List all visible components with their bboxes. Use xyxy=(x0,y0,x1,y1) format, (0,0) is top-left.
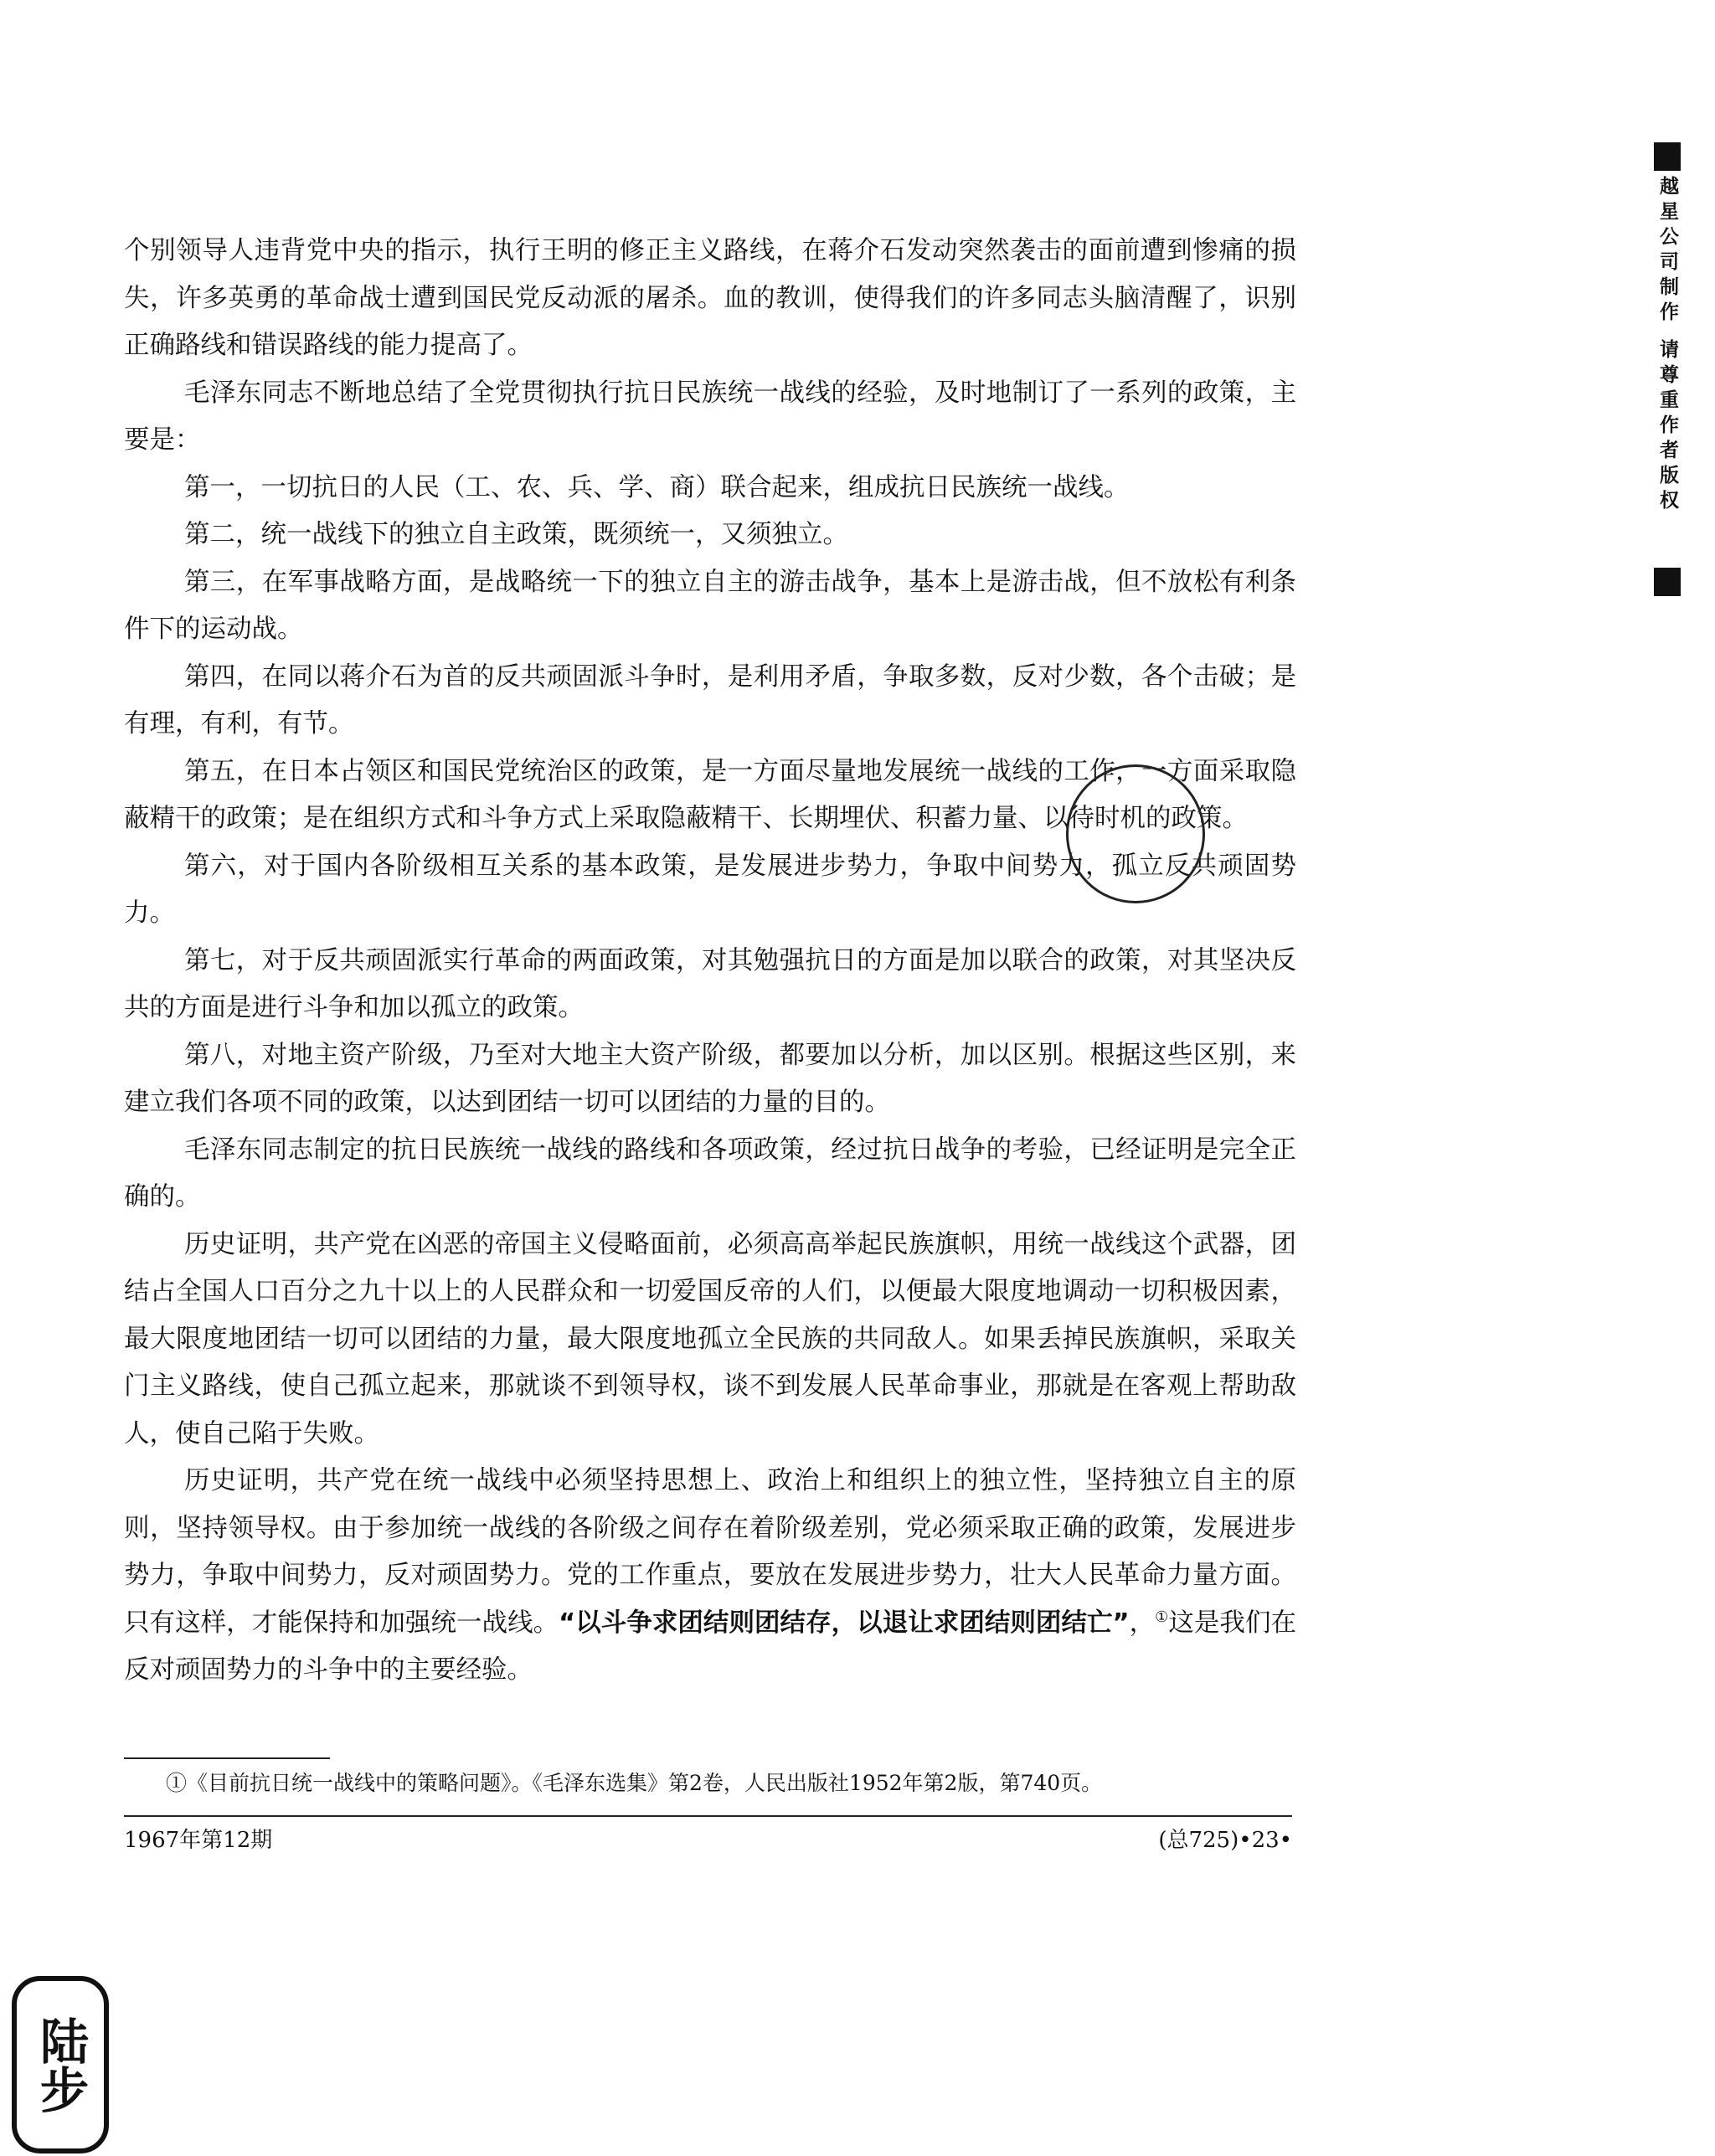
paragraph-8: 第六，对于国内各阶级相互关系的基本政策，是发展进步势力，争取中间势力，孤立反共顽固势力。 xyxy=(124,851,1296,928)
paragraph-7: 第五，在日本占领区和国民党统治区的政策，是一方面尽量地发展统一战线的工作，一方面采取隐蔽精干的政策；是在组织方式和斗争方式上采取隐蔽精干、长期埋伏、积蓄力量、以待时机的政策。 xyxy=(124,756,1296,833)
paragraph-13-tail: 这是我们在反对顽固势力的斗争中的主要经验。 xyxy=(124,1608,1297,1685)
seal-stamp: 陆步 xyxy=(12,1976,109,2153)
paragraph-1: 个别领导人违背党中央的指示，执行王明的修正主义路线，在蒋介石发动突然袭击的面前遭到惨痛的损失，许多英勇的革命战士遭到国民党反动派的屠杀。血的教训，使得我们的许多同志头脑清醒了，识别正确路线和错误路线的能力提高了。 xyxy=(124,236,1296,360)
paragraph-2: 毛泽东同志不断地总结了全党贯彻执行抗日民族统一战线的经验，及时地制订了一系列的政策，主要是： xyxy=(124,378,1296,455)
footnote: ①《目前抗日统一战线中的策略问题》。《毛泽东选集》第2卷，人民出版社1952年第2版，第740页。 xyxy=(166,1771,1103,1795)
footnote-ref[interactable]: ① xyxy=(1155,1608,1169,1626)
paragraph-9: 第七，对于反共顽固派实行革命的两面政策，对其勉强抗日的方面是加以联合的政策，对其坚决反共的方面是进行斗争和加以孤立的政策。 xyxy=(124,945,1296,1022)
quote-comma: ， xyxy=(1129,1608,1156,1638)
paragraph-6: 第四，在同以蒋介石为首的反共顽固派斗争时，是利用矛盾，争取多数，反对少数，各个击破；是有理，有利，有节。 xyxy=(124,661,1296,738)
copyright-notice: 越星公司制作 请尊重作者版权 xyxy=(1656,176,1678,516)
article-body xyxy=(124,228,1296,1695)
paragraph-13-text: 历史证明，共产党在统一战线中必须坚持思想上、政治上和组织上的独立性，坚持独立自主的原则，坚持领导权。由于参加统一战线的各阶级之间存在着阶级差别，党必须采取正确的政策，发展进步势力，争取中间势力，反对顽固势力。党的工作重点，要放在发展进步势力，壮大人民革命力量方面。只有这样，才能保持和加强统一战线。 xyxy=(124,1466,1296,1638)
paragraph-11: 毛泽东同志制定的抗日民族统一战线的路线和各项政策，经过抗日战争的考验，已经证明是完全正确的。 xyxy=(124,1135,1296,1212)
bold-quote: “以斗争求团结则团结存，以退让求团结则团结亡” xyxy=(559,1608,1130,1638)
paragraph-13 xyxy=(124,1458,1296,1695)
side-bar-bottom xyxy=(1654,568,1681,596)
circle-annotation xyxy=(1066,764,1205,903)
footnote-rule xyxy=(124,1757,330,1759)
paragraph-3: 第一，一切抗日的人民（工、农、兵、学、商）联合起来，组成抗日民族统一战线。 xyxy=(184,472,1130,502)
page-number: (总725)•23• xyxy=(1158,1828,1292,1853)
paragraph-4: 第二，统一战线下的独立自主政策，既须统一，又须独立。 xyxy=(184,520,848,549)
paragraph-10: 第八，对地主资产阶级，乃至对大地主大资产阶级，都要加以分析，加以区别。根据这些区别，来建立我们各项不同的政策，以达到团结一切可以团结的力量的目的。 xyxy=(124,1040,1296,1117)
footer-rule xyxy=(124,1815,1292,1817)
issue-label: 1967年第12期 xyxy=(124,1828,273,1853)
paragraph-12: 历史证明，共产党在凶恶的帝国主义侵略面前，必须高高举起民族旗帜，用统一战线这个武器，团结占全国人口百分之九十以上的人民群众和一切爱国反帝的人们，以便最大限度地调动一切积极因素，最大限度地团结一切可以团结的力量，最大限度地孤立全民族的共同敌人。如果丢掉民族旗帜，采取关门主义路线，使自己孤立起来，那就谈不到领导权，谈不到发展人民革命事业，那就是在客观上帮助敌人，使自己陷于失败。 xyxy=(124,1229,1296,1448)
side-bar-top xyxy=(1654,142,1681,171)
paragraph-5: 第三，在军事战略方面，是战略统一下的独立自主的游击战争，基本上是游击战，但不放松有利条件下的运动战。 xyxy=(124,567,1296,644)
